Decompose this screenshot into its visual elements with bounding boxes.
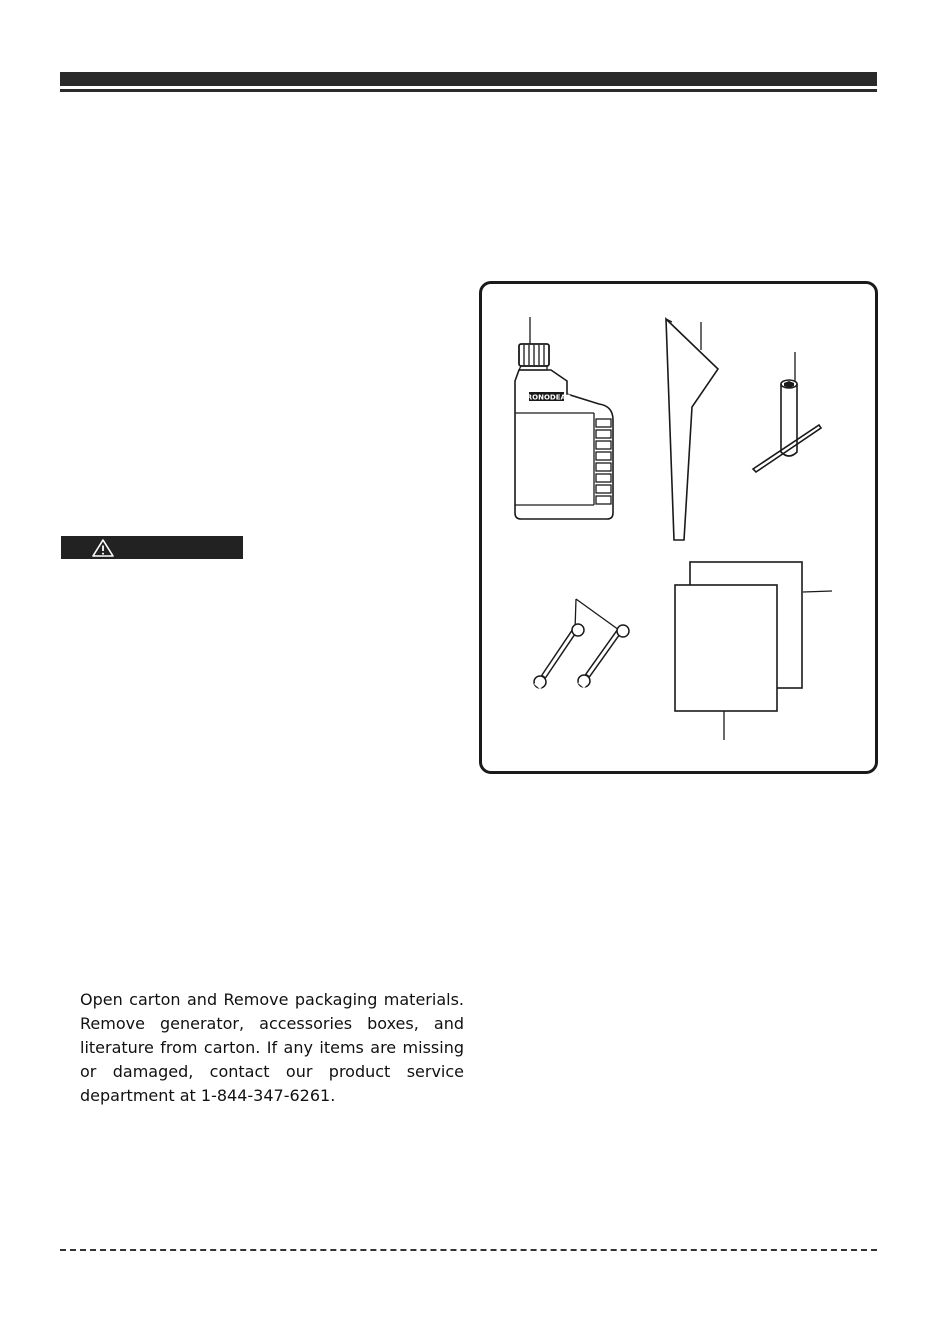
header-rule <box>60 89 877 92</box>
bottle-label: FRONODEAS <box>522 393 571 402</box>
warning-badge <box>61 536 243 559</box>
footer-dashed-rule <box>60 1249 877 1251</box>
oil-bottle-icon <box>515 317 613 519</box>
spark-plug-wrench-icon <box>753 352 821 472</box>
warning-triangle-icon <box>91 538 115 558</box>
unpacking-instructions: Open carton and Remove packaging materials. Remove generator, accessories boxes, and literature from carton. If any items are missing or damaged, contact our product service department at 1-844-347-6261. <box>80 990 464 1105</box>
funnel-icon <box>666 319 718 540</box>
open-end-wrench-icon <box>534 599 629 688</box>
package-contents-illustration <box>479 281 878 774</box>
manual-documents-icon <box>675 562 832 740</box>
header-bar <box>60 72 877 86</box>
